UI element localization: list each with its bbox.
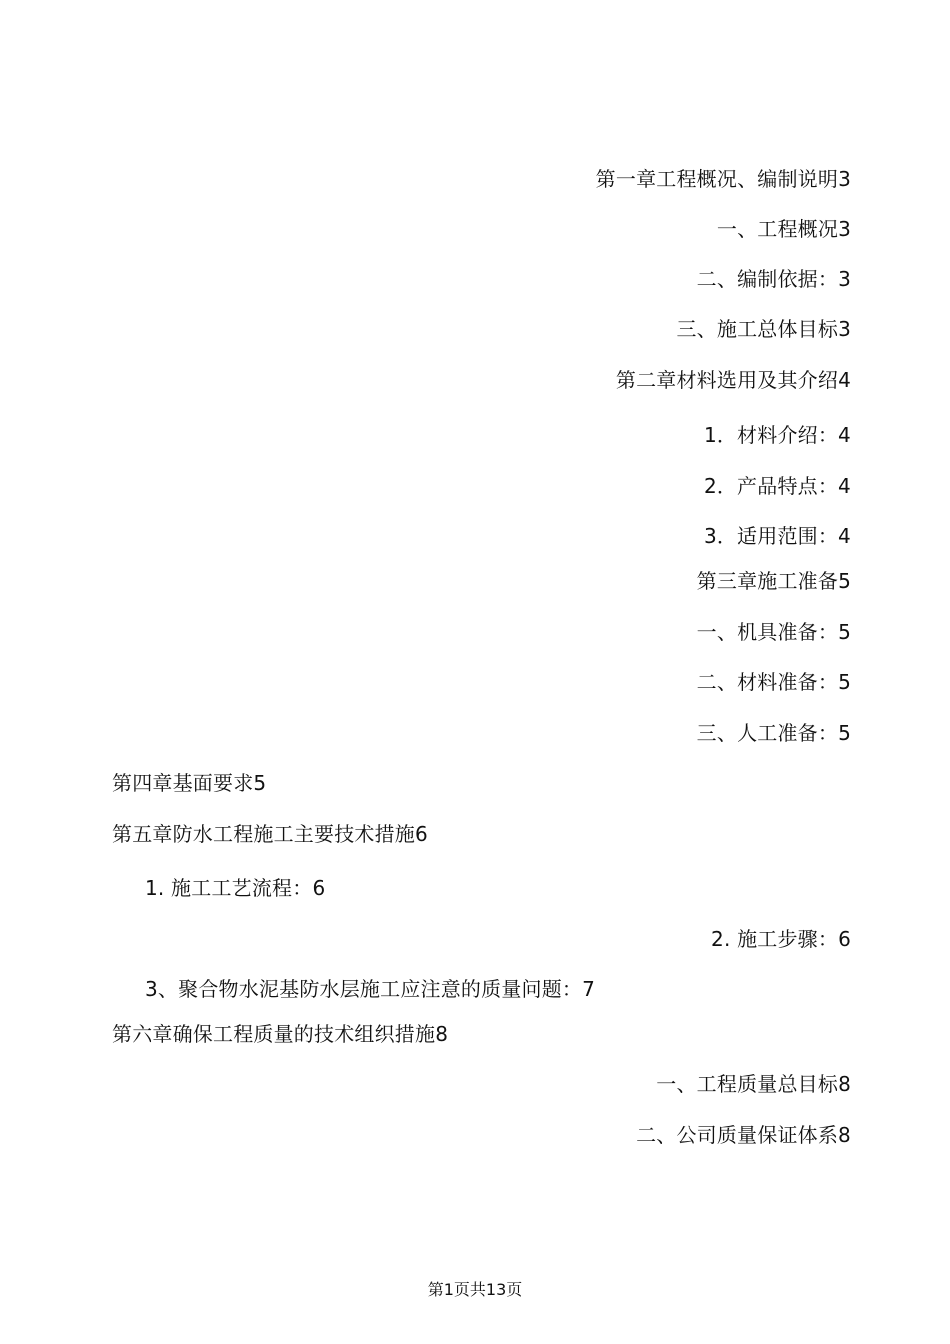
toc-chapter-1[interactable]: 第一章工程概况、编制说明3 — [595, 167, 851, 191]
toc-item-5-3[interactable]: 3、聚合物水泥基防水层施工应注意的质量问题：7 — [145, 977, 596, 1001]
toc-item-1-2[interactable]: 二、编制依据：3 — [696, 267, 851, 291]
toc-chapter-3[interactable]: 第三章施工准备5 — [696, 569, 851, 593]
toc-chapter-6[interactable]: 第六章确保工程质量的技术组织措施8 — [112, 1022, 449, 1046]
page-footer: 第1页共13页 — [427, 1280, 523, 1299]
toc-item-6-2[interactable]: 二、公司质量保证体系8 — [636, 1123, 851, 1147]
toc-item-3-2[interactable]: 二、材料准备：5 — [696, 670, 851, 694]
toc-item-1-1[interactable]: 一、工程概况3 — [716, 217, 851, 241]
toc-chapter-2[interactable]: 第二章材料选用及其介绍4 — [615, 368, 851, 392]
toc-item-3-3[interactable]: 三、人工准备：5 — [696, 721, 851, 745]
toc-item-5-1[interactable]: 1. 施工工艺流程：6 — [145, 876, 326, 900]
toc-item-2-2[interactable]: 2．产品特点：4 — [703, 474, 851, 498]
toc-item-2-3[interactable]: 3．适用范围：4 — [703, 524, 851, 548]
toc-chapter-4[interactable]: 第四章基面要求5 — [112, 771, 267, 795]
toc-item-5-2[interactable]: 2. 施工步骤：6 — [711, 927, 851, 951]
toc-item-2-1[interactable]: 1．材料介绍：4 — [703, 423, 851, 447]
toc-chapter-5[interactable]: 第五章防水工程施工主要技术措施6 — [112, 822, 428, 846]
toc-item-6-1[interactable]: 一、工程质量总目标8 — [656, 1072, 851, 1096]
toc-item-1-3[interactable]: 三、施工总体目标3 — [676, 317, 851, 341]
toc-item-3-1[interactable]: 一、机具准备：5 — [696, 620, 851, 644]
